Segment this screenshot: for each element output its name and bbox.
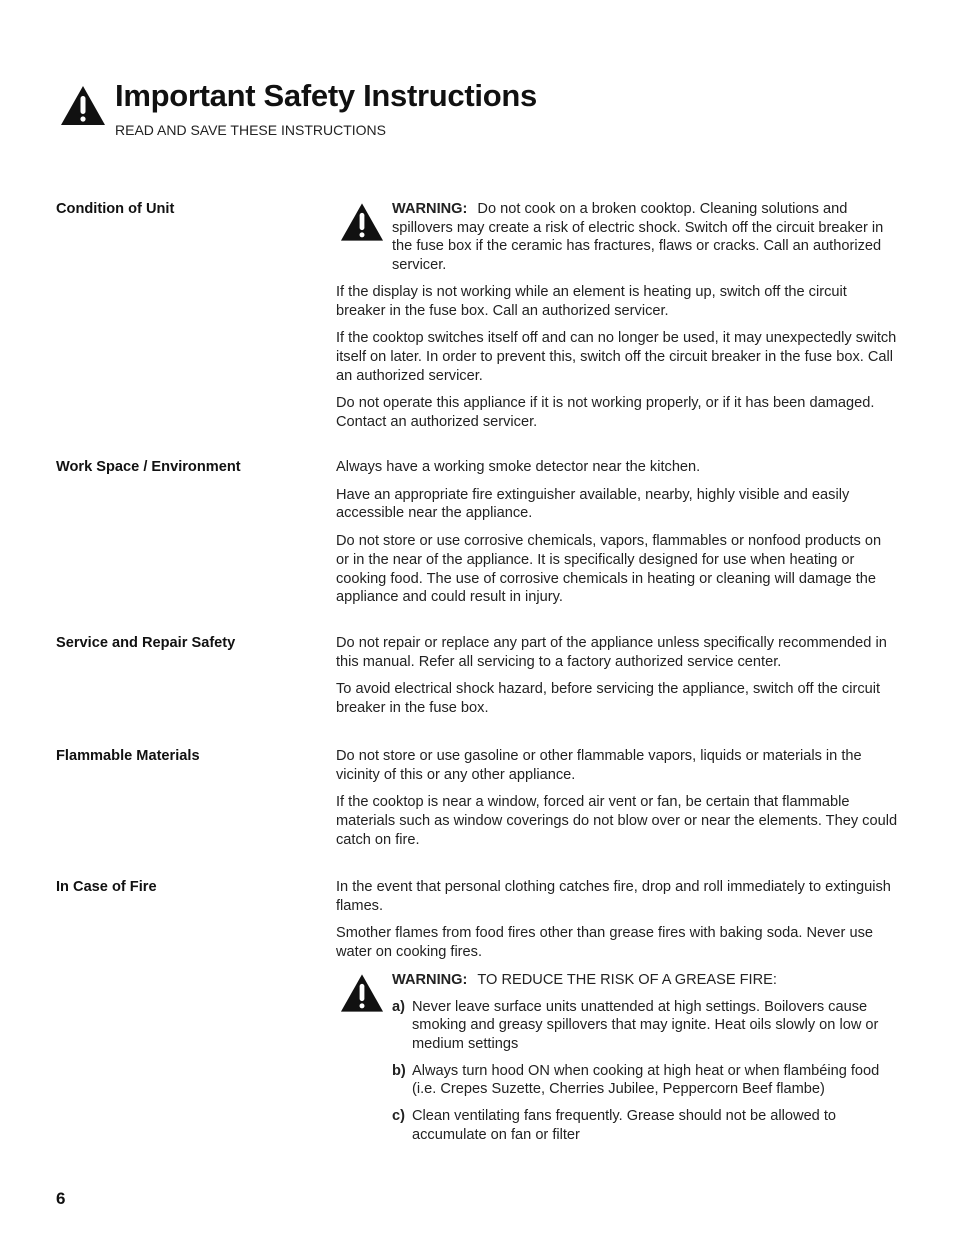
paragraph: Do not store or use corrosive chemicals, vapors, flammables or nonfood products on or in the near of the appliance. It is specifically designed for use when heating or cooking food. The use of corrosive chemicals in heating or cleaning will damage the appliance and could result in injury. (336, 533, 882, 606)
paragraph: If the display is not working while an element is heating up, switch off the circuit breaker in the fuse box. Call an authorized servicer. (336, 283, 847, 319)
list-item-text: Never leave surface units unattended at high settings. Boilovers cause smoking and greasy spillovers that may ignite. Heat oils slowly on low or medium settings (412, 998, 879, 1052)
warning-label: WARNING: (392, 201, 468, 217)
list-item (392, 1107, 898, 1144)
list-item (392, 1062, 898, 1099)
warning-message: TO REDUCE THE RISK OF A GREASE FIRE: (477, 971, 777, 988)
section-heading: Work Space / Environment (56, 459, 241, 475)
paragraph: If the cooktop switches itself off and can no longer be used, it may unexpectedly switch itself on later. In order to prevent this, switch off the circuit breaker in the fuse box. Call an authorized servicer. (336, 330, 897, 384)
warning-block (336, 971, 898, 1145)
list-item (392, 998, 898, 1054)
warning-text (392, 200, 898, 275)
warning-triangle-icon (340, 202, 384, 242)
warning-text (392, 971, 898, 990)
page-number: 6 (56, 1189, 66, 1208)
page-subtitle: READ AND SAVE THESE INSTRUCTIONS (115, 122, 386, 138)
paragraph: Smother flames from food fires other than grease fires with baking soda. Never use water on cooking fires. (336, 925, 873, 961)
section-heading: Service and Repair Safety (56, 635, 236, 651)
paragraph: If the cooktop is near a window, forced air vent or fan, be certain that flammable materials such as window coverings do not blow over or near the elements. They could catch on fire. (336, 794, 898, 848)
section-heading: Condition of Unit (56, 201, 175, 217)
list-item-letter: c) (392, 1108, 405, 1125)
list-item-text: Clean ventilating fans frequently. Grease should not be allowed to accumulate on fan or filter (412, 1108, 837, 1143)
warning-message: Do not cook on a broken cooktop. Cleaning solutions and spillovers may create a risk of electric shock. Switch off the circuit breaker in the fuse box if the ceramic has fractures, flaws or cracks. Call an authorized servicer. (392, 201, 884, 274)
section-heading: Flammable Materials (56, 748, 200, 764)
paragraph: Do not repair or replace any part of the appliance unless specifically recommended in this manual. Refer all servicing to a factory authorized service center. (336, 635, 887, 670)
section-body (336, 747, 898, 859)
paragraph: In the event that personal clothing catches fire, drop and roll immediately to extinguish flames. (336, 879, 891, 914)
list-item-letter: a) (392, 998, 405, 1015)
section-body (336, 200, 898, 441)
paragraph: Always have a working smoke detector near the kitchen. (336, 459, 701, 475)
warning-block (336, 200, 898, 275)
paragraph: Do not store or use gasoline or other flammable vapors, liquids or materials in the vicinity of this or any other appliance. (336, 748, 862, 783)
list-item-text: Always turn hood ON when cooking at high heat or when flambéing food (i.e. Crepes Suzette, Cherries Jubilee, Peppercorn Beef flambe) (412, 1062, 880, 1098)
warning-triangle-icon (340, 973, 384, 1013)
paragraph: To avoid electrical shock hazard, before servicing the appliance, switch off the circuit breaker in the fuse box. (336, 681, 881, 717)
section-body (336, 878, 898, 1152)
paragraph: Have an appropriate fire extinguisher available, nearby, highly visible and easily accessible near the appliance. (336, 486, 850, 522)
section-body (336, 458, 898, 616)
list-item-letter: b) (392, 1062, 406, 1079)
section-heading: In Case of Fire (56, 879, 157, 895)
page-title: Important Safety Instructions (115, 78, 537, 113)
paragraph: Do not operate this appliance if it is not working properly, or if it has been damaged. Contact an authorized servicer. (336, 395, 875, 431)
warning-label: WARNING: (392, 971, 468, 988)
warning-triangle-icon (60, 85, 106, 126)
section-body (336, 634, 898, 727)
